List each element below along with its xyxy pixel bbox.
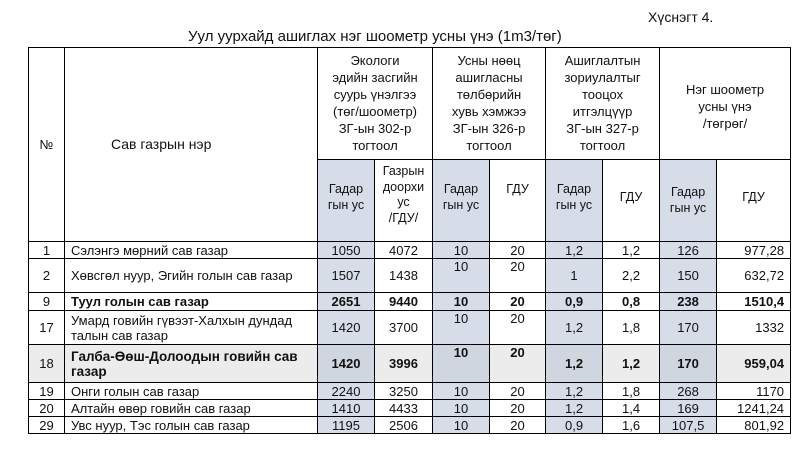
table-label: Хүснэгт 4. bbox=[648, 9, 714, 25]
table-row bbox=[29, 311, 791, 345]
cell-value: 4072 bbox=[375, 242, 433, 259]
subheader-groundwater: ГДУ bbox=[490, 160, 546, 242]
cell-value: 959,04 bbox=[717, 345, 791, 383]
table-row bbox=[29, 417, 791, 434]
basin-name: Онги голын сав газар bbox=[65, 383, 318, 400]
row-number: 9 bbox=[29, 293, 65, 311]
cell-value: 238 bbox=[660, 293, 717, 311]
cell-value: 1,2 bbox=[546, 383, 603, 400]
cell-value: 2651 bbox=[318, 293, 375, 311]
cell-value: 10 bbox=[433, 311, 490, 345]
subheader-surface-water: Гадар гын ус bbox=[546, 160, 603, 242]
header-fee-rate: Усны нөөц ашигласны төлбөрийн хувь хэмжээ ЗГ-ын 326-р тогтоол bbox=[433, 48, 546, 160]
cell-value: 1507 bbox=[318, 259, 375, 293]
cell-value: 3996 bbox=[375, 345, 433, 383]
cell-value: 632,72 bbox=[717, 259, 791, 293]
subheader-surface-water: Гадар гын ус bbox=[660, 160, 717, 242]
cell-value: 170 bbox=[660, 345, 717, 383]
cell-value: 20 bbox=[490, 293, 546, 311]
cell-value: 0,8 bbox=[603, 293, 660, 311]
row-number: 2 bbox=[29, 259, 65, 293]
basin-name: Туул голын сав газар bbox=[65, 293, 318, 311]
cell-value: 1,2 bbox=[546, 345, 603, 383]
cell-value: 20 bbox=[490, 242, 546, 259]
cell-value: 1420 bbox=[318, 311, 375, 345]
cell-value: 1,2 bbox=[603, 242, 660, 259]
cell-value: 1438 bbox=[375, 259, 433, 293]
cell-value: 1241,24 bbox=[717, 400, 791, 417]
cell-value: 1,8 bbox=[603, 383, 660, 400]
cell-value: 150 bbox=[660, 259, 717, 293]
cell-value: 20 bbox=[490, 383, 546, 400]
row-number: 18 bbox=[29, 345, 65, 383]
cell-value: 977,28 bbox=[717, 242, 791, 259]
cell-value: 20 bbox=[490, 311, 546, 345]
header-ecological-assessment: Экологи эдийн засгийн суурь үнэлгээ (төг/шоометр) ЗГ-ын 302-р тогтоол bbox=[318, 48, 433, 160]
row-number: 20 bbox=[29, 400, 65, 417]
basin-name: Сэлэнгэ мөрний сав газар bbox=[65, 242, 318, 259]
table-row bbox=[29, 400, 791, 417]
table-row bbox=[29, 383, 791, 400]
basin-name: Алтайн өвөр говийн сав газар bbox=[65, 400, 318, 417]
cell-value: 2,2 bbox=[603, 259, 660, 293]
subheader-groundwater: ГДУ bbox=[603, 160, 660, 242]
subheader-groundwater: Газрын доорхи ус /ГДУ/ bbox=[375, 160, 433, 242]
subheader-surface-water: Гадар гын ус bbox=[433, 160, 490, 242]
cell-value: 1170 bbox=[717, 383, 791, 400]
header-basin-name: Сав газрын нэр bbox=[65, 48, 318, 242]
cell-value: 1410 bbox=[318, 400, 375, 417]
cell-value: 801,92 bbox=[717, 417, 791, 434]
cell-value: 1,2 bbox=[546, 311, 603, 345]
cell-value: 3250 bbox=[375, 383, 433, 400]
cell-value: 10 bbox=[433, 242, 490, 259]
basin-name: Увс нуур, Тэс голын сав газар bbox=[65, 417, 318, 434]
row-number: 1 bbox=[29, 242, 65, 259]
table-row bbox=[29, 345, 791, 383]
cell-value: 10 bbox=[433, 383, 490, 400]
cell-value: 10 bbox=[433, 400, 490, 417]
cell-value: 1420 bbox=[318, 345, 375, 383]
basin-name: Галба-Өөш-Долоодын говийн сав газар bbox=[65, 345, 318, 383]
cell-value: 169 bbox=[660, 400, 717, 417]
row-number: 29 bbox=[29, 417, 65, 434]
row-number: 17 bbox=[29, 311, 65, 345]
basin-name: Умард говийн гүвээт-Халхын дундад талын сав газар bbox=[65, 311, 318, 345]
header-no: № bbox=[29, 48, 65, 242]
cell-value: 1332 bbox=[717, 311, 791, 345]
cell-value: 10 bbox=[433, 417, 490, 434]
cell-value: 4433 bbox=[375, 400, 433, 417]
table-row bbox=[29, 293, 791, 311]
cell-value: 20 bbox=[490, 417, 546, 434]
cell-value: 0,9 bbox=[546, 293, 603, 311]
cell-value: 0,9 bbox=[546, 417, 603, 434]
row-number: 19 bbox=[29, 383, 65, 400]
table-title: Уул уурхайд ашиглах нэг шоометр усны үнэ (1m3/төг) bbox=[188, 28, 562, 45]
water-price-table bbox=[28, 47, 791, 434]
header-usage-coefficient: Ашиглалтын зориулалтыг тооцох итгэлцүүр ЗГ-ын 327-р тогтоол bbox=[546, 48, 660, 160]
cell-value: 2506 bbox=[375, 417, 433, 434]
cell-value: 9440 bbox=[375, 293, 433, 311]
cell-value: 2240 bbox=[318, 383, 375, 400]
subheader-groundwater: ГДУ bbox=[717, 160, 791, 242]
cell-value: 10 bbox=[433, 345, 490, 383]
cell-value: 1 bbox=[546, 259, 603, 293]
cell-value: 107,5 bbox=[660, 417, 717, 434]
cell-value: 1050 bbox=[318, 242, 375, 259]
cell-value: 1,4 bbox=[603, 400, 660, 417]
cell-value: 268 bbox=[660, 383, 717, 400]
cell-value: 1,2 bbox=[546, 242, 603, 259]
cell-value: 1,8 bbox=[603, 311, 660, 345]
subheader-surface-water: Гадар гын ус bbox=[318, 160, 375, 242]
cell-value: 1510,4 bbox=[717, 293, 791, 311]
cell-value: 126 bbox=[660, 242, 717, 259]
cell-value: 10 bbox=[433, 293, 490, 311]
cell-value: 1,6 bbox=[603, 417, 660, 434]
cell-value: 20 bbox=[490, 400, 546, 417]
basin-name: Хөвсгөл нуур, Эгийн голын сав газар bbox=[65, 259, 318, 293]
cell-value: 20 bbox=[490, 345, 546, 383]
table-row bbox=[29, 259, 791, 293]
table-row bbox=[29, 242, 791, 259]
cell-value: 1195 bbox=[318, 417, 375, 434]
cell-value: 1,2 bbox=[546, 400, 603, 417]
cell-value: 20 bbox=[490, 259, 546, 293]
cell-value: 3700 bbox=[375, 311, 433, 345]
cell-value: 10 bbox=[433, 259, 490, 293]
cell-value: 1,2 bbox=[603, 345, 660, 383]
header-price-per-m3: Нэг шоометр усны үнэ /төгрөг/ bbox=[660, 48, 791, 160]
cell-value: 170 bbox=[660, 311, 717, 345]
